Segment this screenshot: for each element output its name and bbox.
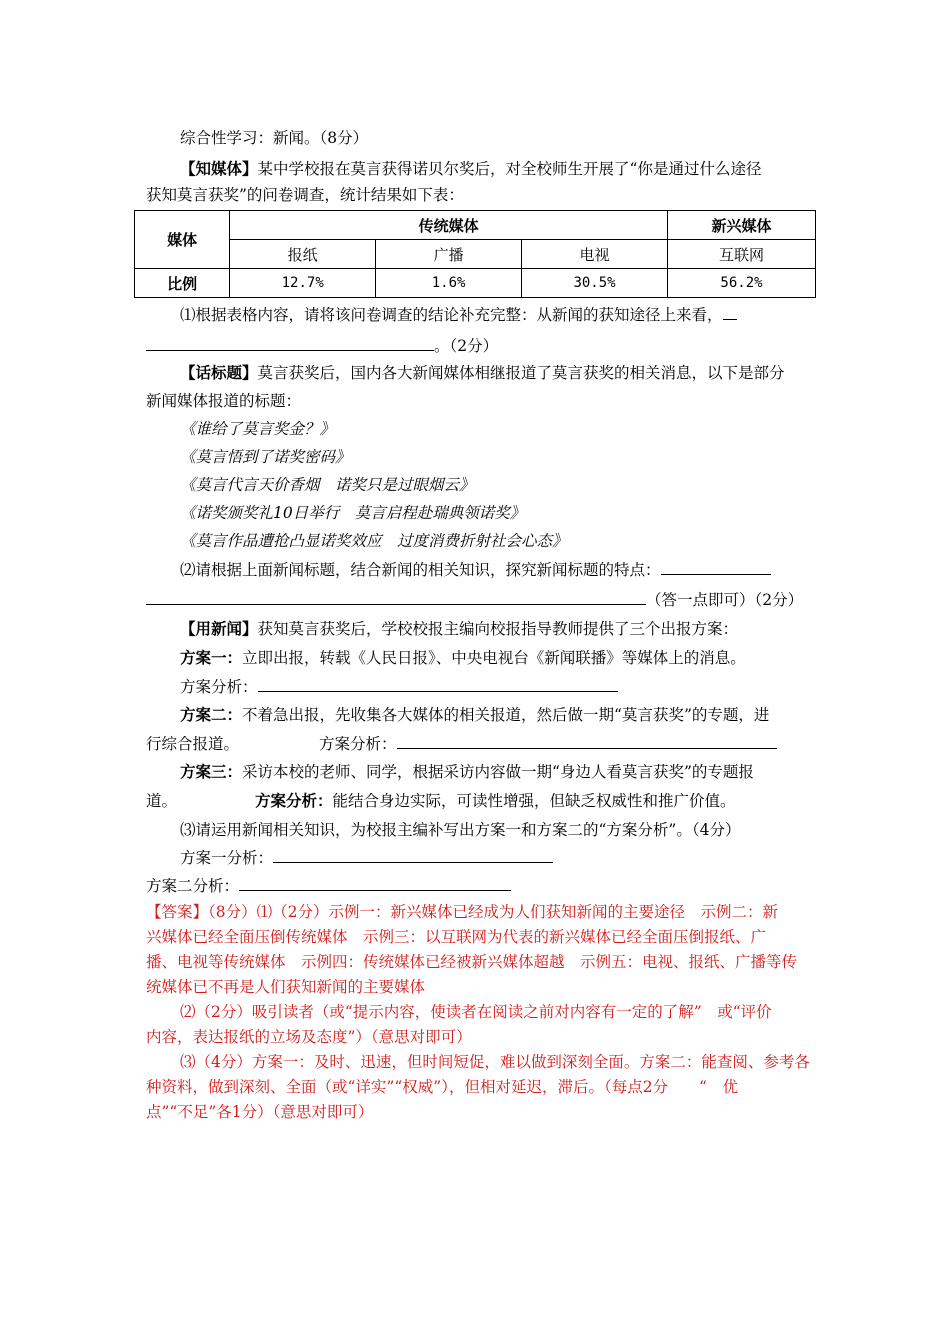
question-1-cont: 。（2分） <box>146 334 806 358</box>
intro-paragraph: 【知媒体】某中学校报在莫言获得诺贝尔奖后，对全校师生开展了“你是通过什么途径 <box>180 160 762 178</box>
answer-blank-plan1[interactable] <box>258 675 618 692</box>
col-internet: 互联网 <box>668 240 816 269</box>
row-label-ratio: 比例 <box>135 269 230 298</box>
answer-line-5: ⑵（2分）吸引读者（或“提示内容，使读者在阅读之前对内容有一定的了解” 或“评价 <box>180 1003 772 1021</box>
value-newspaper: 12.7% <box>230 269 376 298</box>
value-internet: 56.2% <box>668 269 816 298</box>
col-tv: 电视 <box>522 240 668 269</box>
col-newspaper: 报纸 <box>230 240 376 269</box>
header-media: 媒体 <box>135 211 230 269</box>
plan-3-cont: 道。 方案分析：能结合身边实际，可读性增强，但缺乏权威性和推广价值。 <box>146 792 736 810</box>
question-3-a2: 方案二分析： <box>146 874 806 898</box>
topic-paragraph-cont: 新闻媒体报道的标题： <box>146 392 302 410</box>
question-1: ⑴根据表格内容，请将该问卷调查的结论补充完整：从新闻的获知途径上来看， <box>180 303 840 327</box>
topic-paragraph: 【话标题】莫言获奖后，国内各大新闻媒体相继报道了莫言获奖的相关消息，以下是部分 <box>180 364 785 382</box>
answer-blank-3b[interactable] <box>239 874 511 891</box>
headline-1: 《谁给了莫言奖金？》 <box>180 420 336 438</box>
intro-paragraph-cont: 获知莫言获奖”的问卷调查，统计结果如下表： <box>146 186 464 204</box>
plan-1-analysis: 方案分析： <box>180 675 840 699</box>
plan-2: 方案二：不着急出报，先收集各大媒体的相关报道，然后做一期“莫言获奖”的专题，进 <box>180 706 770 724</box>
answer-line-9: 点”“不足”各1分）（意思对即可） <box>146 1103 374 1121</box>
answer-line-4: 统媒体已不再是人们获知新闻的主要媒体 <box>146 978 426 996</box>
question-3-a1: 方案一分析： <box>180 846 840 870</box>
plan-2-cont: 行综合报道。 方案分析： <box>146 732 806 756</box>
answer-blank-3a[interactable] <box>273 846 553 863</box>
header-new: 新兴媒体 <box>668 211 816 240</box>
answer-line-8: 种资料，做到深刻、全面（或“详实”“权威”），但相对延迟，滞后。（每点2分 “ 优 <box>146 1078 738 1096</box>
answer-blank-1b[interactable] <box>146 334 434 351</box>
headline-5: 《莫言作品遭抢凸显诺奖效应 过度消费折射社会心态》 <box>180 532 568 550</box>
value-tv: 30.5% <box>522 269 668 298</box>
tag-topic: 【话标题】 <box>180 364 258 382</box>
tag-know-media: 【知媒体】 <box>180 160 258 178</box>
section-title: 综合性学习：新闻。（8分） <box>180 129 369 147</box>
survey-table <box>134 210 816 298</box>
answer-line-2: 兴媒体已经全面压倒传统媒体 示例三：以互联网为代表的新兴媒体已经全面压倒报纸、广 <box>146 928 767 946</box>
question-3: ⑶请运用新闻相关知识，为校报主编补写出方案一和方案二的“方案分析”。（4分） <box>180 821 741 839</box>
headline-4: 《诺奖颁奖礼10日举行 莫言启程赴瑞典领诺奖》 <box>180 504 526 522</box>
value-radio: 1.6% <box>376 269 522 298</box>
question-2: ⑵请根据上面新闻标题，结合新闻的相关知识，探究新闻标题的特点： <box>180 558 840 582</box>
answer-blank-2a[interactable] <box>661 558 771 575</box>
answer-line-6: 内容，表达报纸的立场及态度”）（意思对即可） <box>146 1028 472 1046</box>
answer-blank-1a[interactable] <box>723 303 737 320</box>
col-radio: 广播 <box>376 240 522 269</box>
answer-line-3: 播、电视等传统媒体 示例四：传统媒体已经被新兴媒体超越 示例五：电视、报纸、广播等传 <box>146 953 798 971</box>
headline-2: 《莫言悟到了诺奖密码》 <box>180 448 351 466</box>
answer-blank-2b[interactable] <box>146 588 646 605</box>
plan-3: 方案三：采访本校的老师、同学，根据采访内容做一期“身边人看莫言获奖”的专题报 <box>180 763 754 781</box>
answer-line-7: ⑶（4分）方案一：及时、迅速，但时间短促，难以做到深刻全面。方案二：能查阅、参考各 <box>180 1053 810 1071</box>
question-2-cont: （答一点即可）（2分） <box>146 588 806 612</box>
tag-use-news: 【用新闻】 <box>180 620 258 638</box>
answer-blank-plan2[interactable] <box>397 732 777 749</box>
header-traditional: 传统媒体 <box>230 211 668 240</box>
use-paragraph: 【用新闻】获知莫言获奖后，学校校报主编向校报指导教师提供了三个出报方案： <box>180 620 739 638</box>
headline-3: 《莫言代言天价香烟 诺奖只是过眼烟云》 <box>180 476 475 494</box>
answer-line-1: 【答案】（8分）⑴（2分）示例一：新兴媒体已经成为人们获知新闻的主要途径 示例二：新 <box>146 903 778 921</box>
plan-1: 方案一：立即出报，转载《人民日报》、中央电视台《新闻联播》等媒体上的消息。 <box>180 649 746 667</box>
